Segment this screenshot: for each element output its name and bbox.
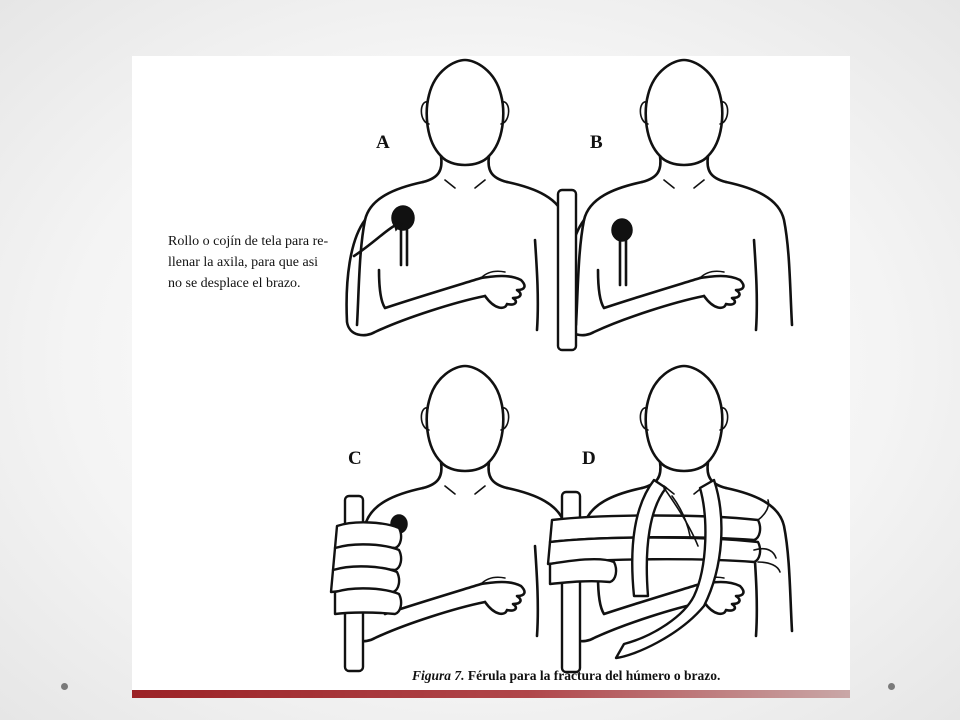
panel-label-d: D — [582, 448, 596, 469]
footer-accent-bar — [132, 690, 850, 698]
first-aid-illustration — [132, 56, 850, 690]
panel-label-c: C — [348, 448, 362, 469]
slide-bullet-right — [888, 683, 895, 690]
figure-caption — [412, 668, 720, 684]
panel-label-b: B — [590, 132, 603, 153]
axilla-pad-callout — [168, 231, 360, 294]
panel-label-a: A — [376, 132, 390, 153]
callout-line-3: no se desplace el brazo. — [168, 276, 301, 291]
callout-line-1: Rollo o cojín de tela para re- — [168, 234, 329, 249]
figure-panel — [132, 56, 850, 690]
slide-bullet-left — [61, 683, 68, 690]
figure-number: Figura 7. — [412, 668, 465, 683]
figure-caption-text: Férula para la fractura del húmero o brazo. — [467, 668, 721, 683]
callout-line-2: llenar la axila, para que asi — [168, 255, 319, 270]
